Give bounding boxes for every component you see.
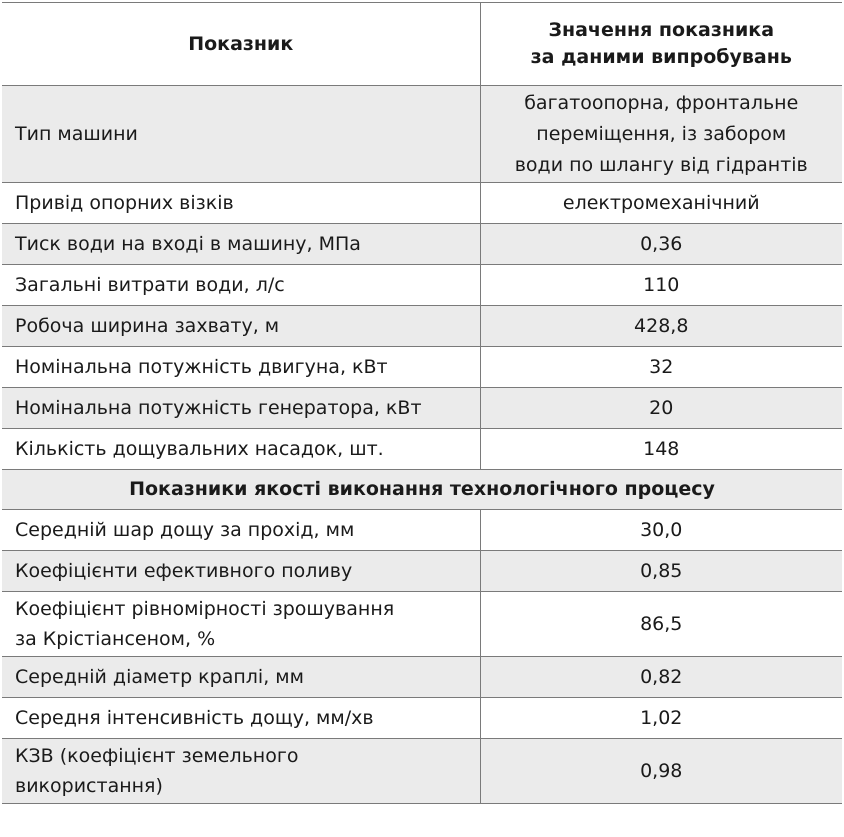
row-value: 0,82	[480, 657, 842, 698]
row-label: Середній шар дощу за прохід, мм	[2, 510, 480, 551]
row-value: 0,98	[480, 739, 842, 804]
table-row	[2, 86, 842, 183]
table-row	[2, 224, 842, 265]
row-label: Середній діаметр краплі, мм	[2, 657, 480, 698]
table-row	[2, 739, 842, 804]
table-row	[2, 551, 842, 592]
table-row	[2, 592, 842, 657]
table-row	[2, 306, 842, 347]
header-test-value	[480, 3, 842, 86]
row-label: Середня інтенсивність дощу, мм/хв	[2, 698, 480, 739]
row-label: Кількість дощувальних насадок, шт.	[2, 429, 480, 470]
table-row	[2, 510, 842, 551]
section-header-row	[2, 470, 842, 510]
section-title: Показники якості виконання технологічного процесу	[2, 470, 842, 510]
row-value: 32	[480, 347, 842, 388]
row-value: 110	[480, 265, 842, 306]
row-label: Тиск води на вході в машину, МПа	[2, 224, 480, 265]
table-header-row	[2, 3, 842, 86]
row-value: 148	[480, 429, 842, 470]
header-indicator: Показник	[2, 3, 480, 86]
row-label: КЗВ (коефіцієнт земельного використання)	[2, 739, 480, 804]
header-test-value-line2: за даними випробувань	[530, 46, 792, 68]
row-label: Номінальна потужність генератора, кВт	[2, 388, 480, 429]
row-value: 428,8	[480, 306, 842, 347]
row-value: електромеханічний	[480, 183, 842, 224]
table-row	[2, 265, 842, 306]
header-test-value-line1: Значення показника	[548, 19, 775, 41]
row-value: 86,5	[480, 592, 842, 657]
table-row	[2, 183, 842, 224]
row-label: Тип машини	[2, 86, 480, 183]
table-row	[2, 347, 842, 388]
table-row	[2, 429, 842, 470]
table-row	[2, 657, 842, 698]
specification-table	[2, 2, 842, 804]
table-row	[2, 388, 842, 429]
row-value: 30,0	[480, 510, 842, 551]
row-label: Коефіцієнт рівномірності зрошування за Крістіансеном, %	[2, 592, 480, 657]
row-value: 1,02	[480, 698, 842, 739]
row-label: Робоча ширина захвату, м	[2, 306, 480, 347]
row-label: Коефіцієнти ефективного поливу	[2, 551, 480, 592]
table-row	[2, 698, 842, 739]
row-label: Привід опорних візків	[2, 183, 480, 224]
row-label: Загальні витрати води, л/с	[2, 265, 480, 306]
row-label: Номінальна потужність двигуна, кВт	[2, 347, 480, 388]
row-value: багатоопорна, фронтальне переміщення, із забором води по шлангу від гідрантів	[480, 86, 842, 183]
row-value: 0,36	[480, 224, 842, 265]
row-value: 0,85	[480, 551, 842, 592]
row-value: 20	[480, 388, 842, 429]
